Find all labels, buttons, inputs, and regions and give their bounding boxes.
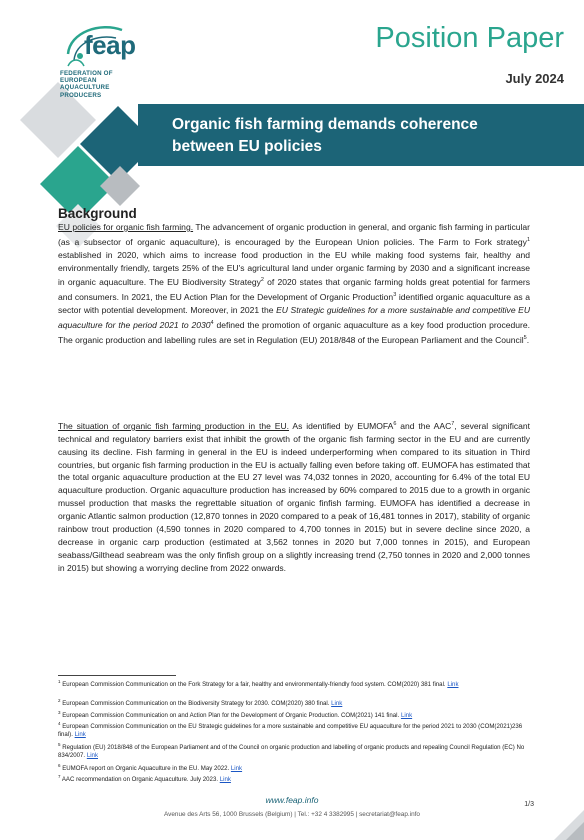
- footnote-1: $^1$ European Commission Communication on the Fork Strategy for a fair, healthy and environmentally-friendly food system. COM(2020) 381 final. Link: [58, 679, 459, 689]
- doc-date: July 2024: [505, 71, 564, 86]
- org-name: FEDERATION OF EUROPEAN AQUACULTURE PRODUCERS: [60, 70, 113, 99]
- footnote-link[interactable]: Link: [86, 752, 98, 760]
- footnote-link[interactable]: Link: [230, 765, 243, 773]
- footnote-3: $^3$ European Commission Communication on and Action Plan for the Development of Organic Production. COM(2021) 141 final. Link: [58, 710, 413, 720]
- footnote-ref[interactable]: 7: [451, 421, 455, 427]
- footnote-link[interactable]: Link: [74, 731, 86, 739]
- footnote-ref[interactable]: 5: [523, 334, 527, 341]
- page-number: 1/3: [524, 801, 534, 808]
- footnote-6: $^6$ EUMOFA report on Organic Aquaculture in the EU. May 2022. Link: [58, 763, 243, 773]
- corner-decoration: [514, 780, 584, 840]
- paragraph-eu-policies: EU policies for organic fish farming. The advancement of organic production in general, and organic fish farming in particular (as a subsector of organic aquaculture), is encouraged by the European Union policies. The Farm to Fork strategy$^1$ established in 2020, which aims to increase food production in the EU while making food systems fair, healthy and environmentally friendly, targets 25% of the EU's agricultural land under organic farming by 2030 and a significant increase in organic aquaculture. The EU Biodiversity Strategy$^2$ of 2020 states that organic farming holds great potential for farmers and consumers. In 2021, the EU Action Plan for the Development of Organic Production$^3$ identified organic aquaculture as a sector with potential development. Moreover, in 2021 the EU Strategic guidelines for a more sustainable and competitive EU aquaculture for the period 2021 to 2030$^4$ defined the promotion of organic aquaculture as a key food production procedure. The organic production and labelling rules are set in Regulation (EU) 2018/848 of the European Parliament and the Council$^5$.: [58, 222, 531, 345]
- footnote-separator: [58, 675, 176, 676]
- footnote-4: $^4$ European Commission Communication on the EU Strategic guidelines for a more sustainable and competitive EU aquaculture for the period 2021 to 2030 (COM(2021)236 final). Link: [58, 721, 523, 739]
- footnote-ref[interactable]: 3: [393, 292, 397, 299]
- logo-wordmark: feap: [84, 30, 136, 60]
- paragraph-lead: EU policies for organic fish farming.: [58, 222, 194, 232]
- footnote-ref[interactable]: 1: [526, 236, 530, 243]
- footer-address: Avenue des Arts 56, 1000 Brussels (Belgium) | Tel.: +32 4 3382995 | secretariat@feap.info: [164, 811, 420, 818]
- paragraph-situation: The situation of organic fish farming production in the EU. As identified by EUMOFA$^6$ and the AAC$^7$, several significant technical and regulatory barriers exist that inhibit the growth of the organic fish farming sector in the EU and are currently causing its decline. Fish farming in general in the EU is indeed underperforming when compared to its situation in Third countries, but organic fish farming production in the EU is actually falling even before taking off. EUMOFA has estimated that the total organic aquaculture production at the EU 27 level was 74,032 tonnes in 2020, accounting for 6.4% of the total EU aquaculture production. Organic aquaculture production has increased by 60% compared to 2015 due to a growth in organic mussel production that masks the regrettable situation of organic finfish farming. EUMOFA has identified a decrease in organic Atlantic salmon production (12,870 tonnes in 2020 compared to a peak of 16,481 tonnes in 2017), stability of organic rainbow trout production (4,590 tonnes in 2020 compared to 4,700 tonnes in 2015) but in severe decline since 2020, a decrease in organic carp production (estimated at 3,562 tonnes in 2020 but 7,000 tonnes in 2015), and European seabass/Gilthead seabream was the only finfish group on a slightly increasing trend (2,750 tonnes in 2020 and 2,000 tonnes in 2015) but showing a worrying decline from 2022 onwards.: [58, 420, 530, 573]
- footnote-link[interactable]: Link: [331, 700, 343, 708]
- section-heading: Background: [58, 206, 137, 221]
- footnote-link[interactable]: Link: [219, 776, 231, 784]
- footnote-2: $^2$ European Commission Communication on the Biodiversity Strategy for 2030. COM(2020) 380 final. Link: [58, 698, 343, 708]
- footnote-7: $^7$ AAC recommendation on Organic Aquaculture. July 2023. Link: [58, 774, 231, 784]
- footnote-ref[interactable]: 6: [393, 421, 397, 427]
- page-title: Organic fish farming demands coherence between EU policies: [172, 116, 478, 155]
- footnote-link[interactable]: Link: [400, 712, 413, 720]
- footnote-link[interactable]: Link: [447, 681, 459, 689]
- footnote-ref[interactable]: 4: [210, 319, 214, 326]
- feap-logo: [60, 14, 160, 114]
- doc-type-title: Position Paper: [375, 22, 564, 54]
- strategy-title-italic: EU Strategic guidelines for a more sustainable and competitive EU aquaculture for the period 2021 to 2030: [58, 304, 531, 330]
- paragraph-lead: The situation of organic fish farming production in the EU.: [58, 420, 290, 431]
- footnote-5: $^5$ Regulation (EU) 2018/848 of the European Parliament and of the Council on organic production and labelling of organic products and repealing Council Regulation (EC) No 834/2007. Link: [58, 742, 525, 760]
- footnote-ref[interactable]: 2: [260, 277, 264, 284]
- footer-website-link[interactable]: www.feap.info: [265, 795, 319, 805]
